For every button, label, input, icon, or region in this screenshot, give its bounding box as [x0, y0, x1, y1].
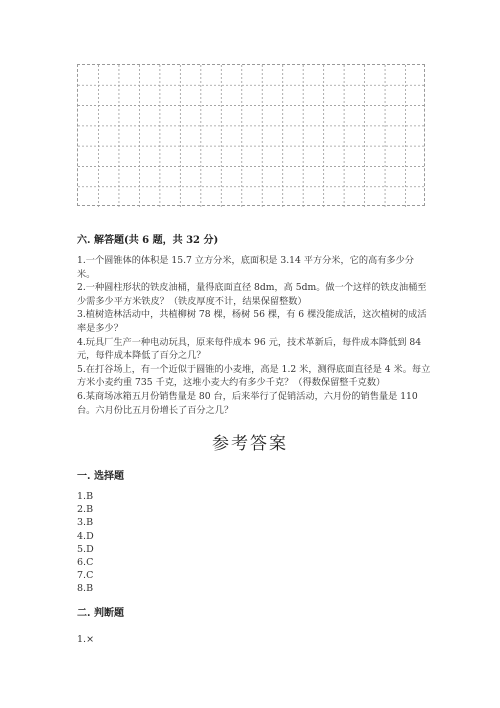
answer-key-title: 参考答案: [212, 434, 288, 454]
section-six-title: 六. 解答题(共 6 题，共 32 分): [77, 235, 219, 246]
answer-item: 3.B: [77, 517, 94, 529]
answer-item: 2.B: [77, 504, 94, 516]
question-2: 2.一种圆柱形状的铁皮油桶，量得底面直径 8dm，高 5dm。做一个这样的铁皮油桶至少需多少平方米铁皮？（铁皮厚度不计，结果保留整数）: [77, 282, 427, 307]
answer-item: 6.C: [77, 557, 94, 569]
answer-item: 5.D: [77, 543, 94, 555]
question-4: 4.玩具厂生产一种电动玩具，原来每件成本 96 元，技术革新后，每件成本降低到 84 元，每件成本降低了百分之几？: [77, 336, 422, 362]
choice-section-title: 一. 选择题: [77, 471, 124, 482]
question-5: 5.在打谷场上，有一个近似于圆锥的小麦堆，高是 1.2 米，测得底面直径是 4 米。每立方米小麦约重 735 千克，这堆小麦大约有多少千克？（得数保留整千克数）: [77, 363, 431, 389]
answer-item: 8.B: [77, 583, 94, 595]
writing-grid: [77, 64, 425, 206]
grid-lines: [78, 65, 426, 207]
judge-section-title: 二. 判断题: [77, 608, 124, 619]
question-list: [77, 254, 432, 417]
question-3: 3.植树造林活动中，共植柳树 78 棵，杨树 56 棵，有 6 棵没能成活，这次植树的成活率是多少？: [77, 309, 427, 334]
answer-item: 7.C: [77, 570, 94, 582]
judge-answers: [77, 633, 94, 646]
choice-answers: [77, 490, 94, 596]
question-1: 1.一个圆锥体的体积是 15.7 立方分米，底面积是 3.14 平方分米，它的高有多少分米。: [77, 255, 414, 280]
answer-item: 1.×: [77, 634, 95, 645]
answer-item: 4.D: [77, 530, 94, 542]
answer-item: 1.B: [77, 491, 94, 502]
question-6: 6.某商场冰箱五月份销售量是 80 台，后来举行了促销活动，六月份的销售量是 110 台。六月份比五月份增长了百分之几？: [77, 390, 418, 416]
